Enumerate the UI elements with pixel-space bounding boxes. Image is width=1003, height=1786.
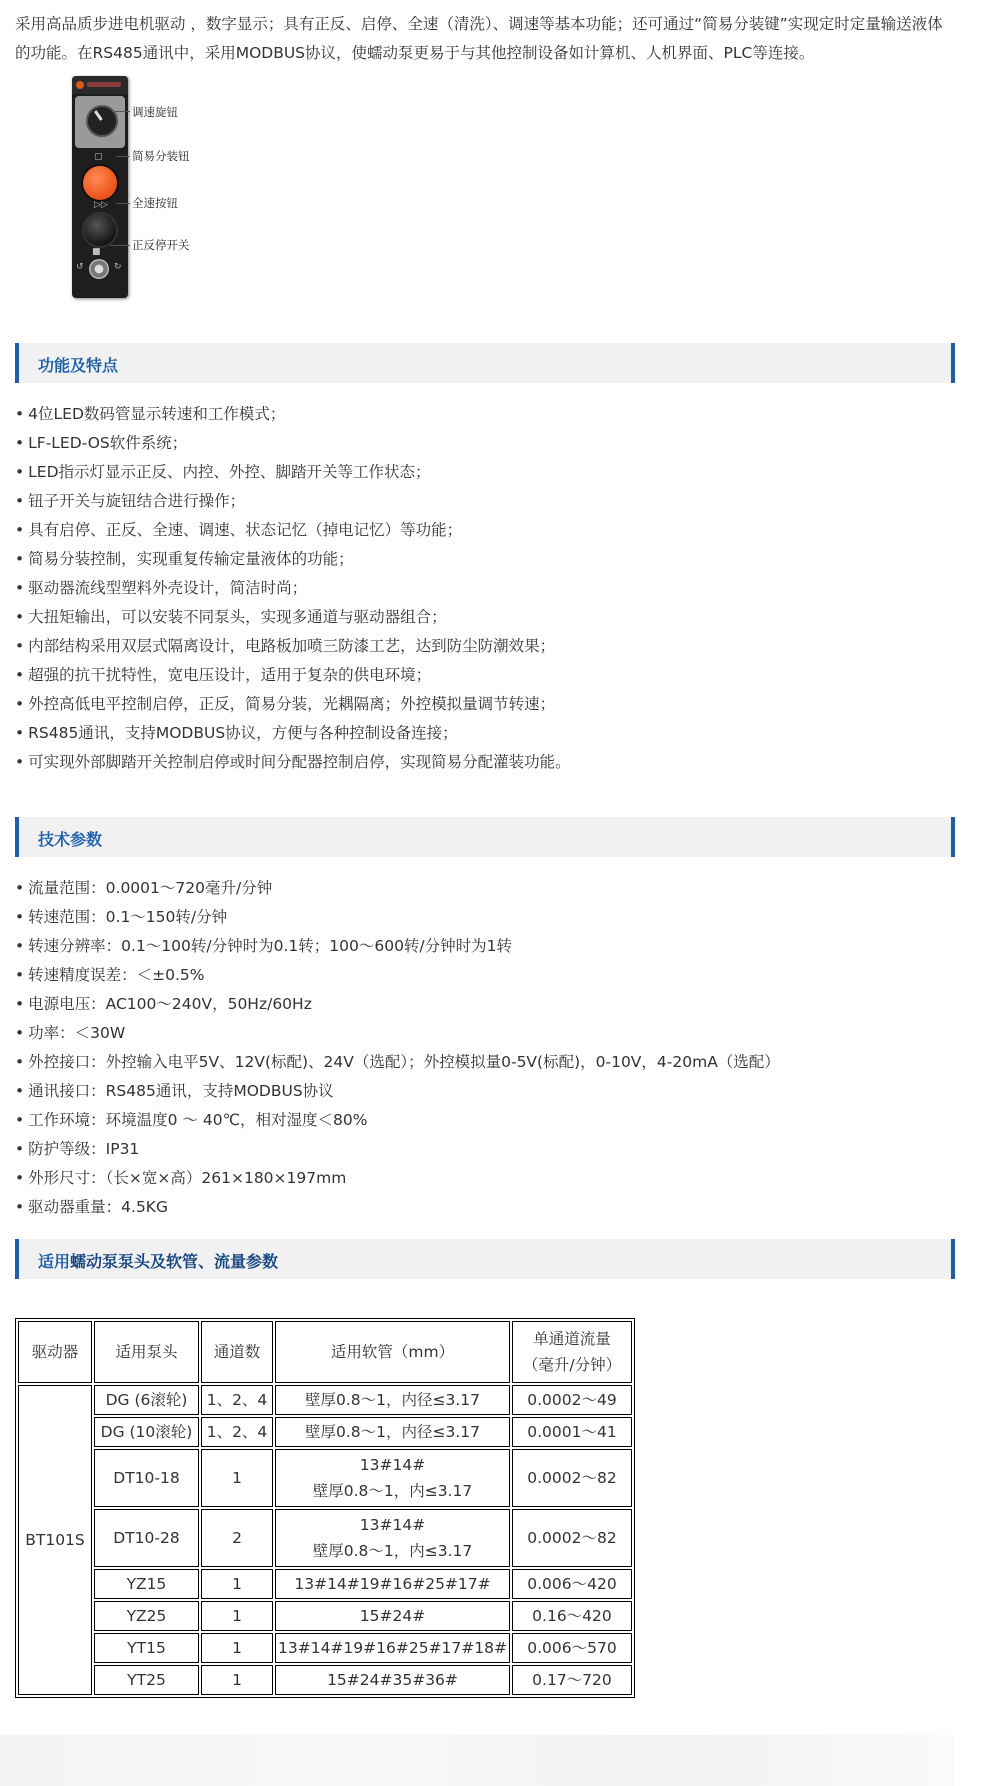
- pump-cell: DG (10滚轮): [94, 1417, 199, 1447]
- flow-cell: 0.0002～49: [512, 1385, 632, 1415]
- list-item: • 转速分辨率：0.1～100转/分钟时为0.1转；100～600转/分钟时为1转: [15, 932, 780, 961]
- flow-cell: 0.0002～82: [512, 1509, 632, 1567]
- channel-cell: 1: [201, 1601, 273, 1631]
- list-item: • LED指示灯显示正反、内控、外控、脚踏开关等工作状态；: [15, 458, 571, 487]
- full-speed-button-icon: [82, 212, 118, 248]
- knob-panel: [75, 96, 125, 148]
- channel-cell: 1、2、4: [201, 1385, 273, 1415]
- list-item: • 外控高低电平控制启停，正反，简易分装，光耦隔离；外控模拟量调节转速；: [15, 690, 571, 719]
- flow-cell: 0.17～720: [512, 1665, 632, 1695]
- stop-symbol-icon: ■: [92, 247, 101, 257]
- column-header-driver: 驱动器: [18, 1321, 92, 1383]
- pump-parameter-table: [15, 1318, 635, 1698]
- dispense-symbol-icon: ▢: [94, 152, 103, 162]
- callout-label-direction-switch: 正反停开关: [132, 238, 190, 252]
- intro-paragraph: 采用高品质步进电机驱动 ，数字显示；具有正反、启停、全速（清洗）、调速等基本功能；还可通过“简易分装键”实现定时定量输送液体的功能。在RS485通讯中，采用MODBUS协议，使蠕动泵更易于与其他控制设备如计算机、人机界面、PLC等连接。: [15, 15, 943, 62]
- table-row: [18, 1449, 632, 1507]
- callout-line: [112, 111, 130, 112]
- table-row: [18, 1633, 632, 1663]
- channel-cell: 1: [201, 1633, 273, 1663]
- pump-cell: YT25: [94, 1665, 199, 1695]
- channel-cell: 1: [201, 1665, 273, 1695]
- flow-cell: 0.006～420: [512, 1569, 632, 1599]
- driver-cell: BT101S: [18, 1385, 92, 1695]
- table-header-row: [18, 1321, 632, 1383]
- channel-cell: 1: [201, 1569, 273, 1599]
- tube-cell: 13#14#19#16#25#17#18#: [275, 1633, 510, 1663]
- list-item: • 外控接口：外控输入电平5V、12V(标配)、24V（选配）；外控模拟量0-5V(标配)，0-10V，4-20mA（选配）: [15, 1048, 780, 1077]
- section-title: 功能及特点: [38, 356, 119, 375]
- section-header-features: [15, 343, 955, 383]
- tube-cell: 13#14#19#16#25#17#: [275, 1569, 510, 1599]
- tube-line: 壁厚0.8～1，内≤3.17: [312, 1542, 473, 1560]
- section-header-pump-heads: [15, 1239, 955, 1279]
- speed-knob-icon: [86, 105, 118, 137]
- list-item: • 钮子开关与旋钮结合进行操作；: [15, 487, 571, 516]
- callout-line: [116, 156, 130, 157]
- tech-list: [15, 874, 780, 1222]
- table-row: [18, 1417, 632, 1447]
- device-illustration: [68, 76, 268, 302]
- dispense-button-icon: [81, 164, 119, 202]
- pump-cell: DT10-18: [94, 1449, 199, 1507]
- pump-cell: YT15: [94, 1633, 199, 1663]
- list-item: • 大扭矩输出，可以安装不同泵头，实现多通道与驱动器组合；: [15, 603, 571, 632]
- column-header-channels: 通道数: [201, 1321, 273, 1383]
- tube-cell: [275, 1509, 510, 1567]
- list-item: • 电源电压：AC100～240V，50Hz/60Hz: [15, 990, 780, 1019]
- flow-cell: 0.0001～41: [512, 1417, 632, 1447]
- list-item: • 内部结构采用双层式隔离设计，电路板加喷三防漆工艺，达到防尘防潮效果；: [15, 632, 571, 661]
- flow-cell: 0.16～420: [512, 1601, 632, 1631]
- list-item: • RS485通讯，支持MODBUS协议，方便与各种控制设备连接；: [15, 719, 571, 748]
- list-item: • 简易分装控制，实现重复传输定量液体的功能；: [15, 545, 571, 574]
- tube-cell: [275, 1449, 510, 1507]
- features-list: [15, 400, 571, 777]
- channel-cell: 1、2、4: [201, 1417, 273, 1447]
- list-item: • 通讯接口：RS485通讯，支持MODBUS协议: [15, 1077, 780, 1106]
- tube-line: 13#14#: [359, 1456, 426, 1474]
- callout-label-speed-knob: 调速旋钮: [132, 105, 178, 119]
- section-header-tech: [15, 817, 955, 857]
- list-item: • LF-LED-OS软件系统；: [15, 429, 571, 458]
- brand-logo-icon: [76, 81, 84, 89]
- pump-cell: DG (6滚轮): [94, 1385, 199, 1415]
- table-row: [18, 1601, 632, 1631]
- list-item: • 转速精度误差：＜±0.5%: [15, 961, 780, 990]
- list-item: • 功率：＜30W: [15, 1019, 780, 1048]
- column-header-flow: [512, 1321, 632, 1383]
- tube-cell: 15#24#: [275, 1601, 510, 1631]
- tube-cell: 15#24#35#36#: [275, 1665, 510, 1695]
- channel-cell: 1: [201, 1449, 273, 1507]
- column-header-pump-head: 适用泵头: [94, 1321, 199, 1383]
- callout-line: [110, 245, 130, 246]
- pump-cell: YZ15: [94, 1569, 199, 1599]
- list-item: • 转速范围：0.1～150转/分钟: [15, 903, 780, 932]
- list-item: • 驱动器重量：4.5KG: [15, 1193, 780, 1222]
- list-item: • 超强的抗干扰特性，宽电压设计，适用于复杂的供电环境；: [15, 661, 571, 690]
- list-item: • 具有启停、正反、全速、调速、状态记忆（掉电记忆）等功能；: [15, 516, 571, 545]
- list-item: • 外形尺寸：（长×宽×高）261×180×197mm: [15, 1164, 780, 1193]
- table-row: [18, 1665, 632, 1695]
- section-title-prefix: 适用: [38, 1252, 71, 1271]
- device-header: [72, 76, 128, 94]
- callout-label-dispense: 简易分装钮: [132, 149, 190, 163]
- tube-cell: 壁厚0.8～1，内径≤3.17: [275, 1417, 510, 1447]
- ccw-symbol-icon: ↺: [76, 262, 84, 272]
- callout-label-full-speed: 全速按钮: [132, 196, 178, 210]
- flow-cell: 0.006～570: [512, 1633, 632, 1663]
- channel-cell: 2: [201, 1509, 273, 1567]
- tube-line: 壁厚0.8～1，内≤3.17: [312, 1482, 473, 1500]
- list-item: • 4位LED数码管显示转速和工作模式；: [15, 400, 571, 429]
- flow-cell: 0.0002～82: [512, 1449, 632, 1507]
- list-item: • 可实现外部脚踏开关控制启停或时间分配器控制启停，实现简易分配灌装功能。: [15, 748, 571, 777]
- tube-cell: 壁厚0.8～1，内径≤3.17: [275, 1385, 510, 1415]
- fast-forward-symbol-icon: ▷▷: [94, 200, 108, 210]
- flow-header-line: 单通道流量: [533, 1330, 611, 1348]
- table-row: [18, 1569, 632, 1599]
- pump-table-wrap: [15, 1318, 635, 1698]
- section-title: 技术参数: [38, 830, 103, 849]
- direction-switch-icon: [89, 259, 109, 279]
- table-row: [18, 1509, 632, 1567]
- pump-controller-image: [72, 76, 128, 298]
- list-item: • 工作环境：环境温度0 ～ 40℃，相对湿度＜80%: [15, 1106, 780, 1135]
- section-title: [38, 1249, 278, 1272]
- tube-line: 13#14#: [359, 1516, 426, 1534]
- column-header-tubing: 适用软管（mm）: [275, 1321, 510, 1383]
- callout-line: [116, 203, 130, 204]
- brand-mark: [87, 82, 121, 87]
- list-item: • 驱动器流线型塑料外壳设计，简洁时尚；: [15, 574, 571, 603]
- list-item: • 防护等级：IP31: [15, 1135, 780, 1164]
- flow-header-unit: （毫升/分钟）: [522, 1356, 622, 1374]
- table-row: [18, 1385, 632, 1415]
- pump-cell: YZ25: [94, 1601, 199, 1631]
- bottom-faded-strip: [0, 1735, 955, 1786]
- pump-cell: DT10-28: [94, 1509, 199, 1567]
- section-title-main: 蠕动泵泵头及软管、流量参数: [70, 1252, 279, 1271]
- list-item: • 流量范围：0.0001～720毫升/分钟: [15, 874, 780, 903]
- cw-symbol-icon: ↻: [114, 262, 122, 272]
